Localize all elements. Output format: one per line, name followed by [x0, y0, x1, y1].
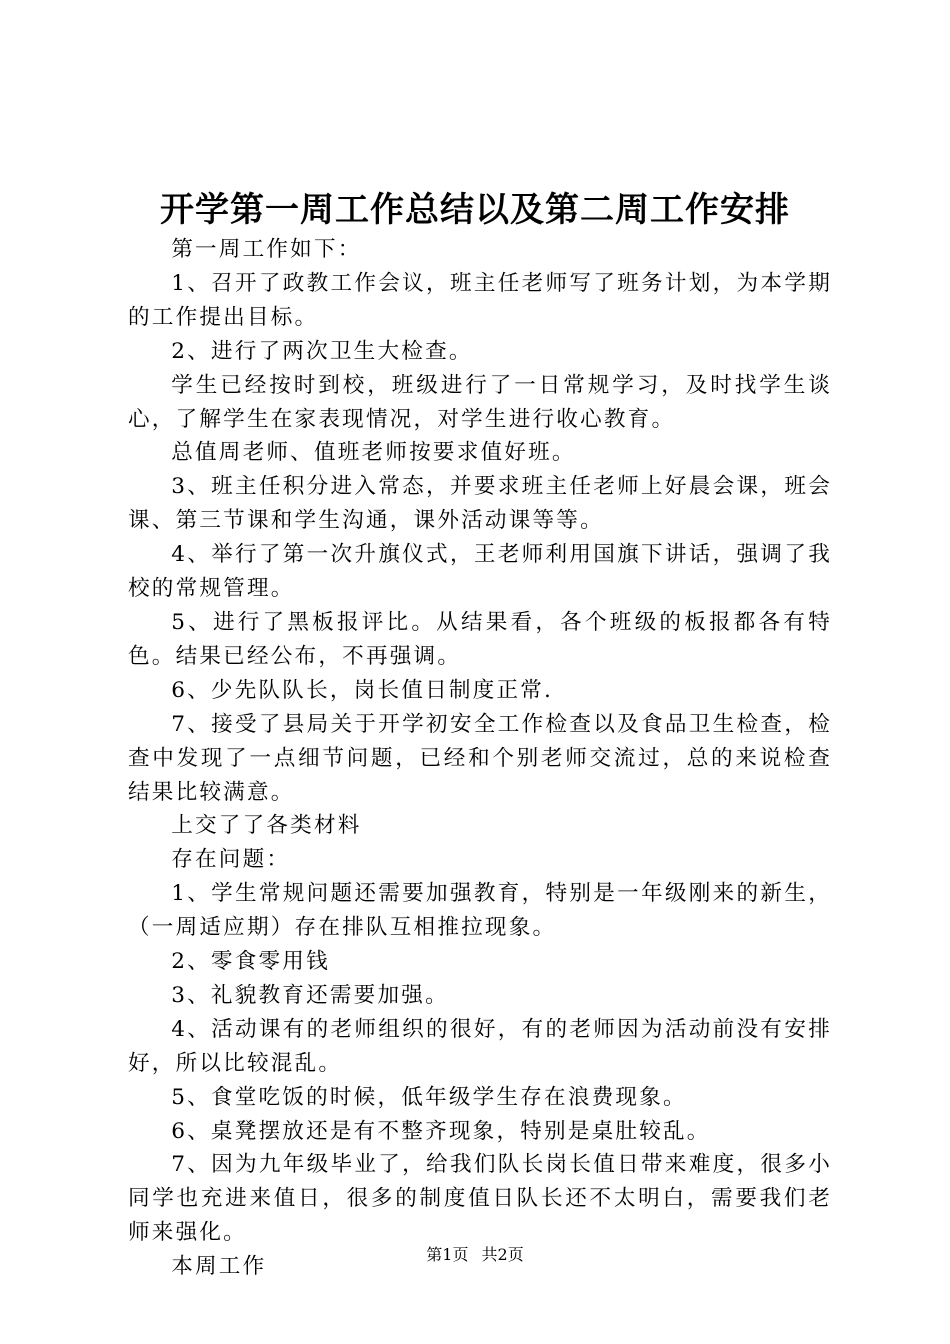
page-total: 共2页 [481, 1245, 524, 1264]
paragraph-6: 3、班主任积分进入常态，并要求班主任老师上好晨会课，班会课、第三节课和学生沟通，课外活动课等等。 [128, 474, 832, 534]
paragraph-1: 第一周工作如下： [171, 237, 362, 262]
paragraph-4: 学生已经按时到校，班级进行了一日常规学习，及时找学生谈心，了解学生在家表现情况，对学生进行收心教育。 [128, 372, 832, 432]
page-footer [0, 1243, 950, 1267]
paragraph-8: 5、进行了黑板报评比。从结果看，各个班级的板报都各有特色。结果已经公布，不再强调。 [128, 609, 832, 669]
paragraph-2: 1、召开了政教工作会议，班主任老师写了班务计划，为本学期的工作提出目标。 [128, 270, 832, 330]
paragraph-18: 6、桌凳摆放还是有不整齐现象，特别是桌肚较乱。 [171, 1118, 711, 1144]
paragraph-12: 存在问题： [171, 847, 291, 873]
paragraph-20: 本周工作 [171, 1254, 267, 1280]
paragraph-9: 6、少先队队长，岗长值日制度正常. [171, 677, 554, 703]
paragraph-5: 总值周老师、值班老师按要求值好班。 [171, 440, 576, 466]
paragraph-17: 5、食堂吃饭的时候，低年级学生存在浪费现象。 [171, 1084, 687, 1110]
page-number: 第1页 [426, 1245, 469, 1264]
document-body [128, 233, 832, 1284]
paragraph-10: 7、接受了县局关于开学初安全工作检查以及食品卫生检查，检查中发现了一点细节问题，已经和个别老师交流过，总的来说检查结果比较满意。 [128, 711, 832, 805]
paragraph-11: 上交了了各类材料 [171, 813, 362, 839]
paragraph-16: 4、活动课有的老师组织的很好，有的老师因为活动前没有安排好，所以比较混乱。 [128, 1016, 832, 1076]
paragraph-7: 4、举行了第一次升旗仪式，王老师利用国旗下讲话，强调了我校的常规管理。 [128, 542, 832, 602]
paragraph-3: 2、进行了两次卫生大检查。 [171, 338, 473, 364]
paragraph-15: 3、礼貌教育还需要加强。 [171, 982, 449, 1008]
paragraph-14: 2、零食零用钱 [171, 949, 330, 975]
document-title: 开学第一周工作总结以及第二周工作安排 [160, 190, 790, 230]
paragraph-13: 1、学生常规问题还需要加强教育，特别是一年级刚来的新生，（一周适应期）存在排队互相推拉现象。 [128, 881, 832, 941]
paragraph-19: 7、因为九年级毕业了，给我们队长岗长值日带来难度，很多小同学也充进来值日，很多的制度值日队长还不太明白，需要我们老师来强化。 [128, 1152, 832, 1246]
